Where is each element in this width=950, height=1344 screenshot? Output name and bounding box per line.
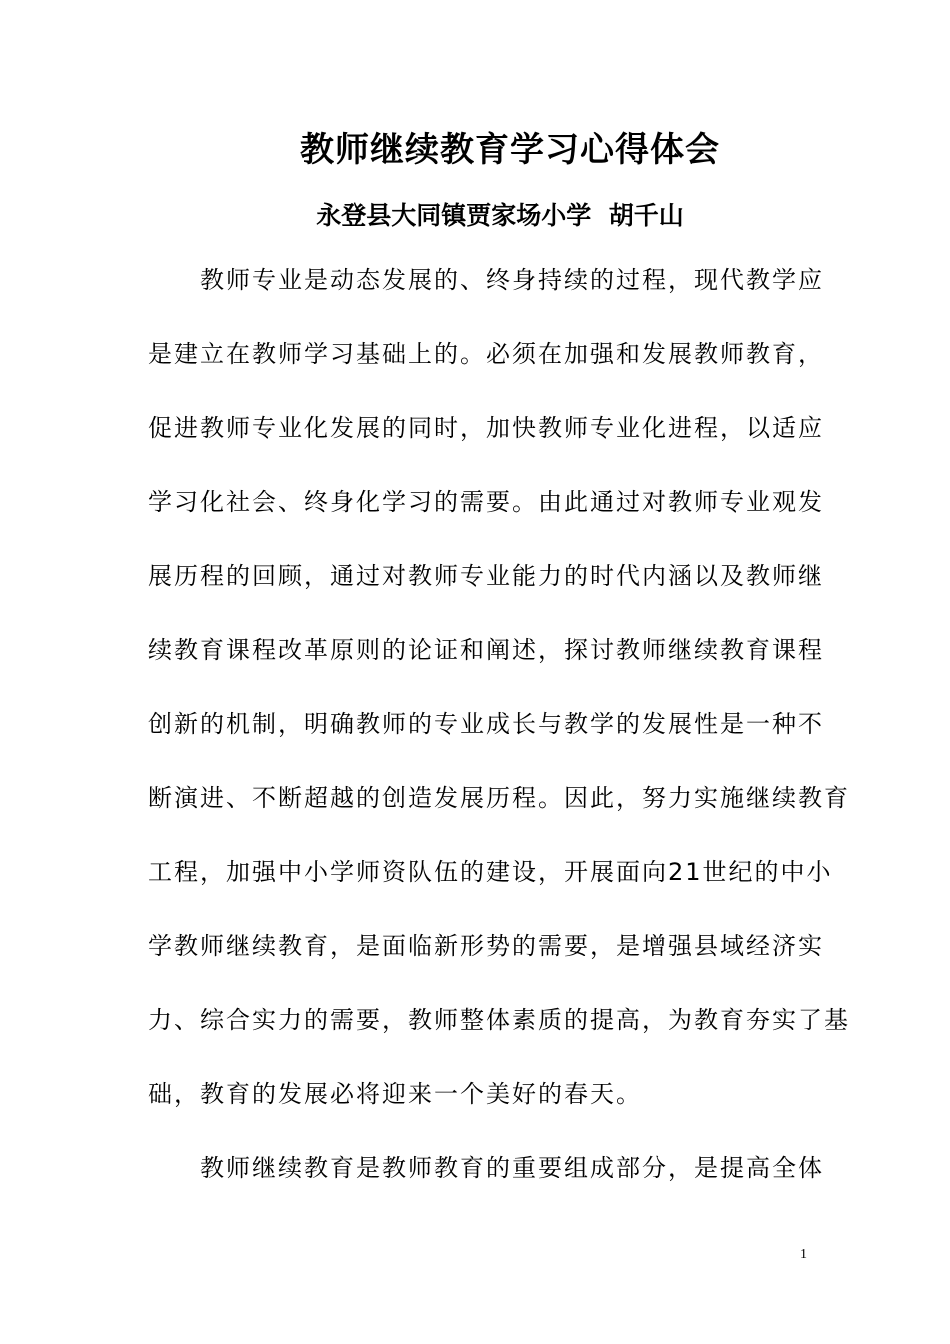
text-line: 教师专业是动态发展的、终身持续的过程，现代教学应: [148, 266, 824, 294]
text-line: 展历程的回顾，通过对教师专业能力的时代内涵以及教师继: [148, 562, 824, 590]
text-line: 断演进、不断超越的创造发展历程。因此，努力实施继续教育: [148, 784, 850, 812]
text-line: 续教育课程改革原则的论证和阐述，探讨教师继续教育课程: [148, 636, 824, 664]
text-line: 教师继续教育是教师教育的重要组成部分，是提高全体: [148, 1154, 824, 1182]
text-line: 学教师继续教育，是面临新形势的需要，是增强县域经济实: [148, 932, 824, 960]
body-text: [148, 264, 850, 1226]
document-title: 教师继续教育学习心得体会: [300, 130, 720, 170]
text-line: 工程，加强中小学师资队伍的建设，开展面向21世纪的中小: [148, 858, 833, 886]
author-line: 永登县大同镇贾家场小学 胡千山: [316, 201, 684, 230]
text-line: 学习化社会、终身化学习的需要。由此通过对教师专业观发: [148, 488, 824, 516]
text-line: 创新的机制，明确教师的专业成长与教学的发展性是一种不: [148, 710, 824, 738]
text-line: 促进教师专业化发展的同时，加快教师专业化进程，以适应: [148, 414, 824, 442]
text-line: 础，教育的发展必将迎来一个美好的春天。: [148, 1080, 642, 1108]
page-number: 1: [800, 1247, 807, 1262]
text-line: 是建立在教师学习基础上的。必须在加强和发展教师教育，: [148, 340, 824, 368]
text-line: 力、综合实力的需要，教师整体素质的提高，为教育夯实了基: [148, 1006, 850, 1034]
